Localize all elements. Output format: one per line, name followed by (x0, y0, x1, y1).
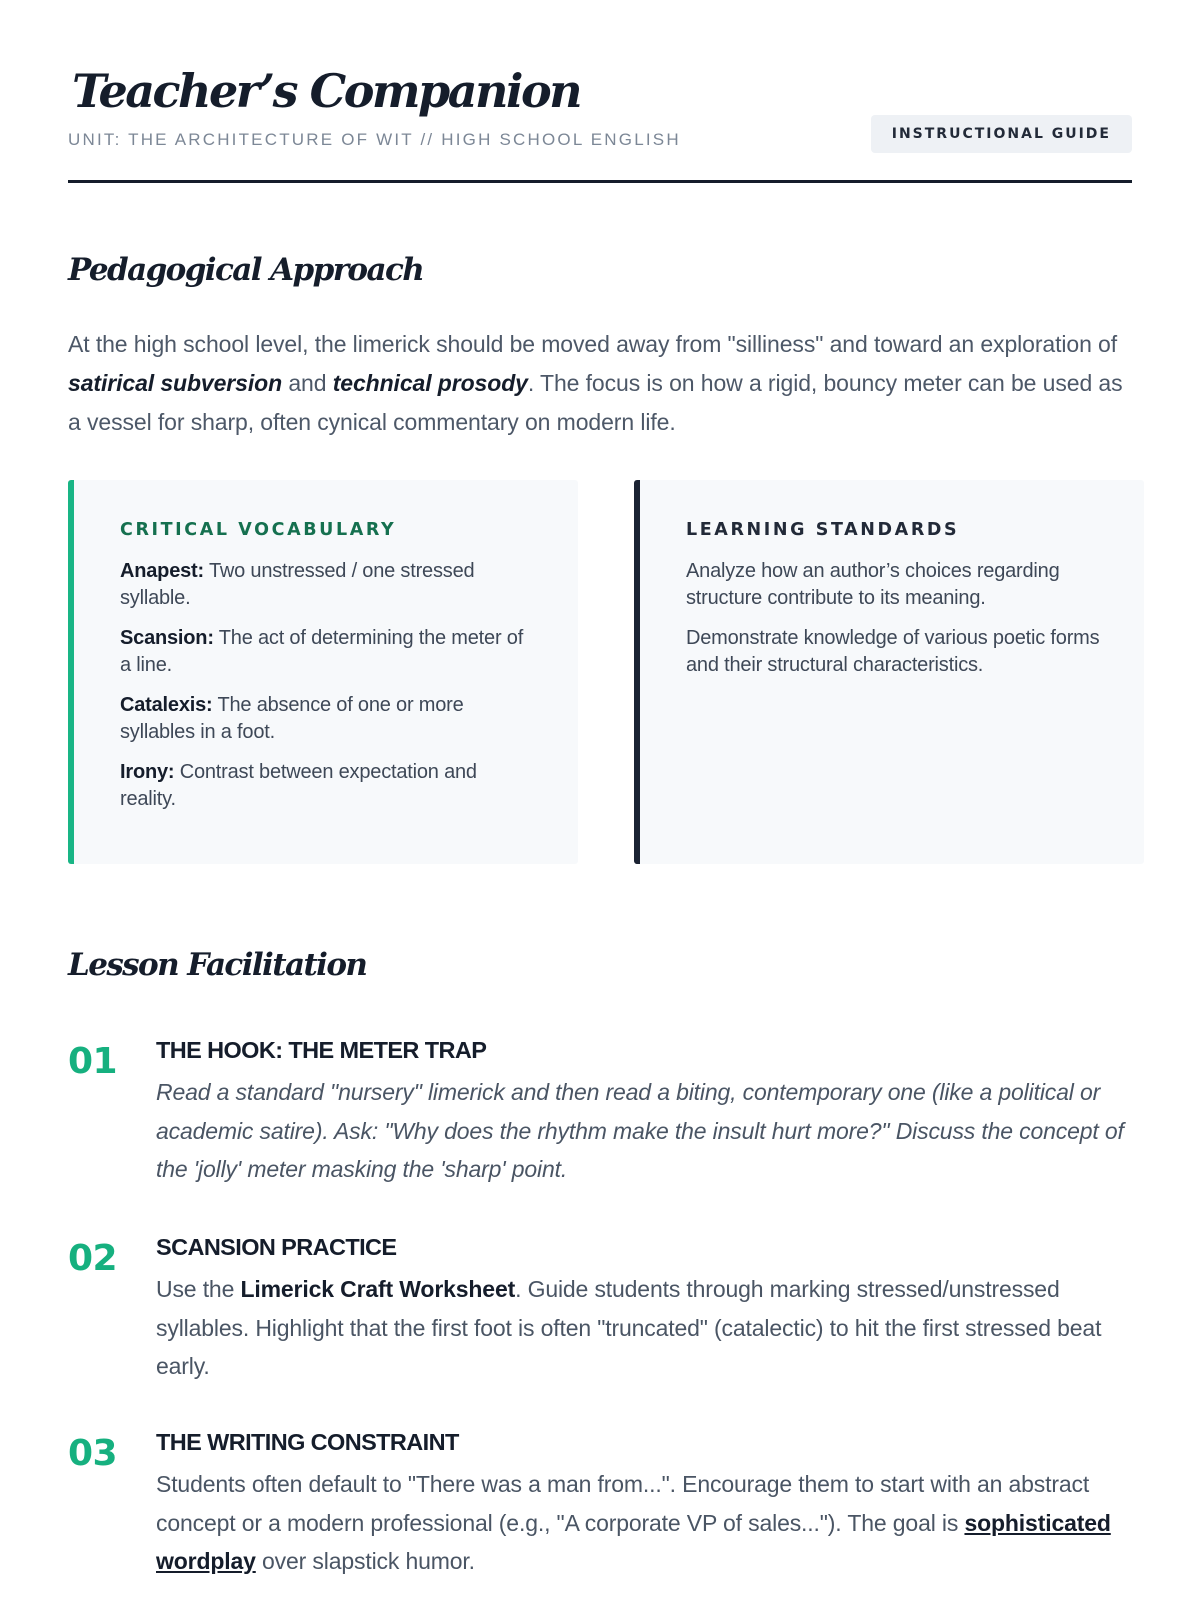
step-body: Read a standard "nursery" limerick and then read a biting, contemporary one (like a political or academic satire). Ask: "Why does the rhythm make the insult hurt more?" Discuss the concept of the 'jolly' meter masking the 'sharp' point. (156, 1079, 1124, 1182)
step-body-text: . Guide students through marking stressed/unstressed syllables. Highlight that the first foot is often "truncated" (catalectic) to hit the first stressed beat early. (156, 1276, 1102, 1379)
vocab-definition: The act of determining the meter of a line. (120, 627, 524, 676)
learning-standards-title: LEARNING STANDARDS (686, 520, 960, 540)
document-title: Teacher’s Companion (72, 64, 581, 118)
learning-standards-card (634, 480, 1144, 864)
lesson-step-2 (68, 1234, 1132, 1394)
step-title: SCANSION PRACTICE (156, 1234, 397, 1260)
vocab-entry (120, 558, 538, 612)
term-technical-prosody: technical prosody (332, 370, 528, 396)
pedagogical-approach-heading: Pedagogical Approach (68, 252, 424, 288)
step-number: 01 (68, 1041, 118, 1082)
step-body (156, 1270, 1136, 1386)
intro-text-3: . The focus is on how a rigid, bouncy meter can be used as a vessel for sharp, often cynical commentary on modern life. (68, 370, 1123, 435)
instructional-guide-badge: INSTRUCTIONAL GUIDE (871, 115, 1132, 153)
vocab-term: Catalexis: (120, 694, 213, 716)
worksheet-name: Limerick Craft Worksheet (240, 1276, 516, 1302)
standard-item: Demonstrate knowledge of various poetic forms and their structural characteristics. (686, 627, 1100, 676)
vocab-entry (120, 625, 538, 679)
critical-vocabulary-card (68, 480, 578, 864)
lesson-step-3 (68, 1429, 1132, 1589)
intro-text-1: At the high school level, the limerick should be moved away from "silliness" and toward an exploration of (68, 331, 1118, 357)
term-satirical-subversion: satirical subversion (68, 370, 283, 396)
step-number: 02 (68, 1238, 118, 1279)
step-body-text: Use the (156, 1276, 241, 1302)
vocab-entry (120, 759, 538, 813)
pedagogy-intro (68, 325, 1132, 442)
critical-vocabulary-title: CRITICAL VOCABULARY (120, 520, 397, 540)
step-number: 03 (68, 1433, 118, 1474)
step-body (156, 1465, 1136, 1581)
vocab-definition: Contrast between expectation and reality. (120, 761, 477, 810)
intro-text-2: and (282, 370, 333, 396)
step-title: THE HOOK: THE METER TRAP (156, 1037, 487, 1063)
lesson-facilitation-heading: Lesson Facilitation (68, 947, 367, 983)
step-title: THE WRITING CONSTRAINT (156, 1429, 459, 1455)
vocab-term: Irony: (120, 761, 175, 783)
document-subtitle: UNIT: THE ARCHITECTURE OF WIT // HIGH SCHOOL ENGLISH (68, 130, 681, 149)
vocab-definition: Two unstressed / one stressed syllable. (120, 560, 475, 609)
step-body-text: over slapstick humor. (255, 1548, 475, 1574)
standard-item: Analyze how an author’s choices regarding structure contribute to its meaning. (686, 560, 1060, 609)
vocab-definition: The absence of one or more syllables in a foot. (120, 694, 464, 743)
vocab-entry (120, 692, 538, 746)
lesson-step-1 (68, 1037, 1132, 1197)
document-header (68, 0, 1132, 183)
vocab-term: Anapest: (120, 560, 204, 582)
sophisticated-wordplay-emphasis: sophisticated wordplay (156, 1509, 1111, 1574)
step-body-text: Students often default to "There was a man from...". Encourage them to start with an abstract concept or a modern professional (e.g., "A corporate VP of sales..."). The goal is (156, 1471, 1090, 1536)
vocab-term: Scansion: (120, 627, 214, 649)
